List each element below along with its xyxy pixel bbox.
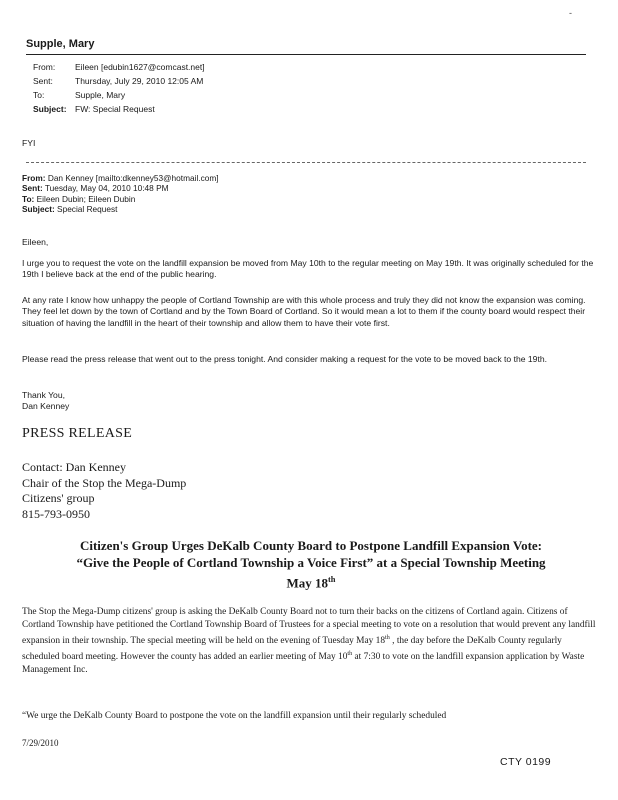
recipient-header: Supple, Mary bbox=[26, 38, 95, 50]
signature: Dan Kenney bbox=[22, 401, 70, 412]
to-row bbox=[33, 89, 205, 101]
body-part-3: at 7:30 to vote on the landfill expansion application by Waste Management Inc. bbox=[22, 651, 585, 675]
fwd-sent-label: Sent: bbox=[22, 183, 43, 194]
fwd-to-row bbox=[22, 194, 219, 204]
fwd-to-label: To: bbox=[22, 193, 35, 204]
scan-speck: - bbox=[569, 8, 572, 18]
forward-separator bbox=[26, 162, 586, 163]
contact-line: Chair of the Stop the Mega-Dump bbox=[22, 475, 187, 490]
to-value: Supple, Mary bbox=[75, 90, 126, 100]
subject-row bbox=[33, 103, 205, 115]
closing: Thank You, bbox=[22, 390, 66, 400]
headline-date-suffix: th bbox=[328, 574, 336, 584]
bates-stamp: CTY 0199 bbox=[500, 756, 552, 768]
email-paragraph-1: I urge you to request the vote on the landfill expansion be moved from May 10th to the regular meeting on May 19th. It was originally scheduled for the 19th I believe back at the end of the public hearing. bbox=[22, 258, 594, 280]
headline-line-1: Citizen's Group Urges DeKalb County Board to Postpone Landfill Expansion Vote: bbox=[79, 538, 543, 553]
footer-date: 7/29/2010 bbox=[22, 738, 59, 748]
contact-line: 815-793-0950 bbox=[22, 506, 90, 521]
fwd-to-value: Eileen Dubin; Eileen Dubin bbox=[36, 193, 136, 204]
headline-date: May 18 bbox=[286, 575, 328, 591]
fwd-subject-row bbox=[22, 204, 219, 214]
body-part-1: The Stop the Mega-Dump citizens' group is asking the DeKalb County Board not to turn their backs on the citizens of Cortland again. Citizens of Cortland Township have petitioned the Cortland Township Board of Trustees for a special meeting to vote on a resolution that would prevent any landfill expansion in their township. The special meeting will be held on the evening of Tuesday May 18 bbox=[22, 607, 596, 646]
intro-fyi: FYI bbox=[22, 138, 36, 148]
body-part-2: , the day before the DeKalb County regularly scheduled board meeting. However the county has added an earlier meeting of May 10 bbox=[22, 635, 562, 662]
press-release-quote: “We urge the DeKalb County Board to postpone the vote on the landfill expansion until their regularly scheduled bbox=[22, 711, 447, 721]
press-release-headline bbox=[16, 537, 606, 591]
fwd-sent-value: Tuesday, May 04, 2010 10:48 PM bbox=[44, 183, 169, 194]
from-value: Eileen [edubin1627@comcast.net] bbox=[75, 62, 205, 72]
headline-line-3 bbox=[16, 571, 606, 591]
fwd-from-value: Dan Kenney [mailto:dkenney53@hotmail.com] bbox=[47, 173, 219, 183]
email-paragraph-2: At any rate I know how unhappy the people of Cortland Township are with this whole process and truly they did not know the expansion was coming. They feel let down by the town of Cortland and by the Town Board of Cortland. So it would mean a lot to them if the county board would respect their situation of having the landfill in the heart of their township and allow them to have their vote first. bbox=[22, 295, 586, 328]
subject-value: FW: Special Request bbox=[75, 104, 155, 114]
contact-line: Contact: Dan Kenney bbox=[22, 460, 126, 474]
from-label: From: bbox=[33, 62, 56, 72]
forwarded-header bbox=[22, 173, 219, 215]
sent-value: Thursday, July 29, 2010 12:05 AM bbox=[75, 76, 204, 86]
headline-line-2: “Give the People of Cortland Township a Voice First” at a Special Township Meeting bbox=[76, 555, 546, 570]
press-release-body bbox=[22, 606, 600, 677]
fwd-from-row bbox=[22, 173, 219, 183]
email-meta-block bbox=[33, 61, 205, 115]
to-label: To: bbox=[33, 90, 45, 100]
fwd-from-label: From: bbox=[22, 173, 46, 183]
fwd-subject-label: Subject: bbox=[22, 204, 55, 215]
subject-label: Subject: bbox=[33, 104, 67, 114]
press-release-heading: PRESS RELEASE bbox=[22, 426, 133, 441]
greeting: Eileen, bbox=[22, 237, 49, 247]
contact-block bbox=[22, 460, 186, 522]
header-rule bbox=[26, 54, 586, 55]
sent-row bbox=[33, 75, 205, 87]
fwd-subject-value: Special Request bbox=[57, 204, 118, 215]
fwd-sent-row bbox=[22, 183, 219, 193]
contact-line: Citizens' group bbox=[22, 491, 95, 505]
email-signoff bbox=[22, 390, 69, 413]
body-suffix-1: th bbox=[385, 634, 390, 641]
sent-label: Sent: bbox=[33, 76, 53, 86]
email-paragraph-3: Please read the press release that went out to the press tonight. And consider making a request for the vote to be moved back to the 19th. bbox=[22, 354, 548, 364]
body-suffix-2: th bbox=[347, 650, 353, 657]
from-row bbox=[33, 61, 205, 73]
